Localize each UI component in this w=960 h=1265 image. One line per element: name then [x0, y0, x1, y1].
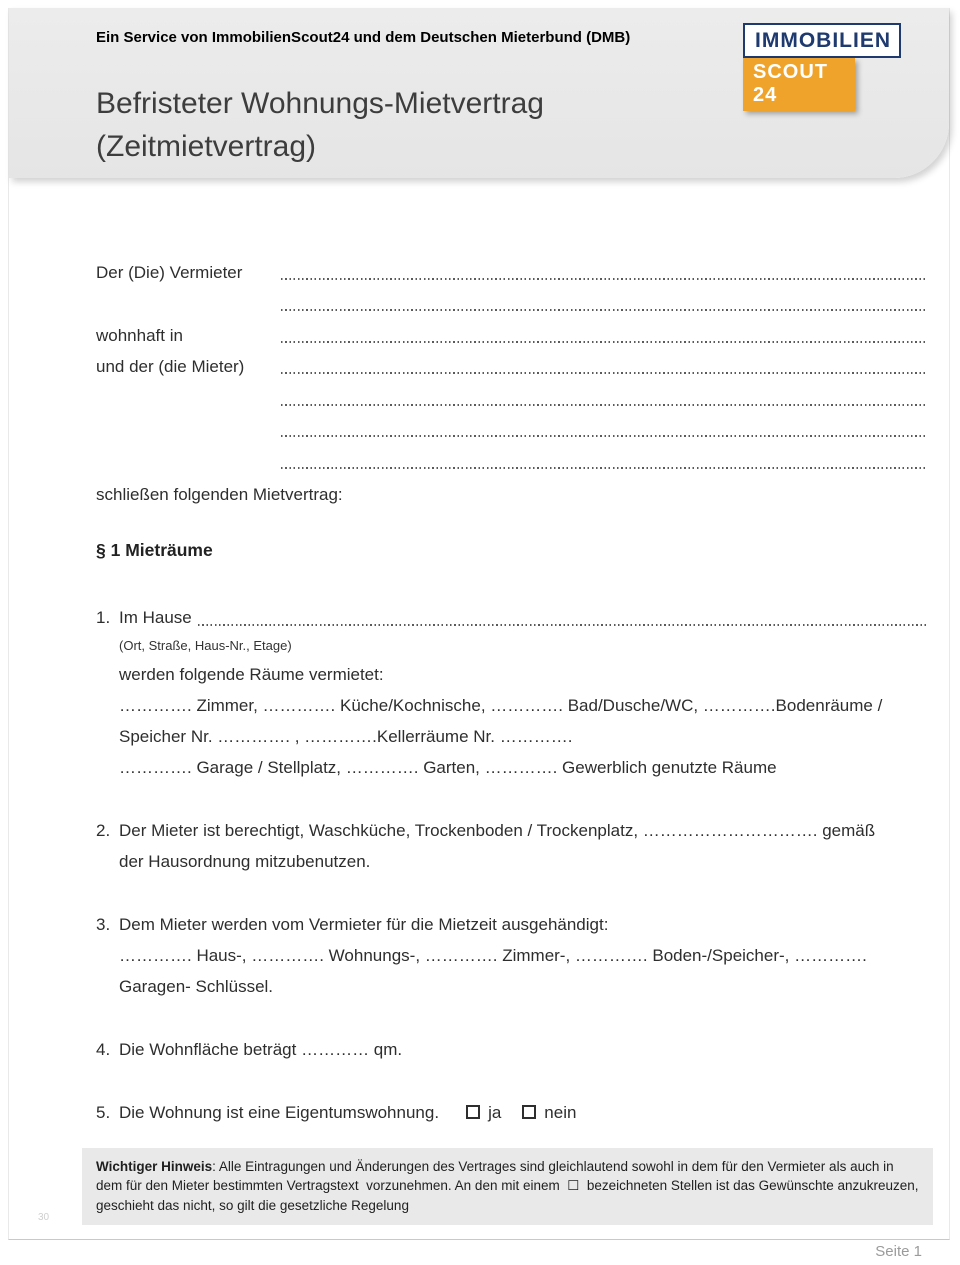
item-1-line: werden folgende Räume vermietet:	[119, 664, 384, 684]
checkbox-nein[interactable]	[522, 1105, 536, 1119]
logo-immobilien-text: IMMOBILIEN	[743, 23, 901, 58]
clause-item-1	[96, 602, 927, 783]
item-1-line: …………. Garage / Stellplatz, …………. Garten, …………. Gewerblich genutzte Räume	[119, 757, 777, 777]
clause-item-5	[96, 1097, 927, 1128]
notice-label: Wichtiger Hinweis	[96, 1158, 213, 1174]
form-row-label: Der (Die) Vermieter	[96, 262, 243, 282]
fill-in-line[interactable]	[198, 624, 927, 626]
form-row-wohnhaft-in	[96, 318, 927, 350]
fill-in-line[interactable]	[281, 435, 927, 437]
form-row-label	[96, 315, 281, 318]
item-4-body	[119, 1034, 927, 1065]
clause-item-3	[96, 909, 927, 1002]
item-1-line: Speicher Nr. …………. , ………….Kellerräume Nr. ………….	[119, 726, 573, 746]
item-5-body	[119, 1097, 927, 1128]
fill-in-line[interactable]	[281, 372, 927, 374]
item-1-line: …………. Zimmer, …………. Küche/Kochnische, …………. Bad/Dusche/WC, ………….Bodenräume /	[119, 695, 883, 715]
notice-text: : Alle Eintragungen und Änderungen des Vertrages sind gleichlautend sowohl in dem für den Vermieter als auch in dem für den Mieter bestimmten Vertragstext vorzunehmen. An den mit einem ☐ bezeichneten Stellen ist das Gewünschte anzukreuzen, geschieht das nicht, so gilt die gesetzliche Regelung	[96, 1158, 923, 1213]
item-1-body	[119, 602, 927, 783]
clause-item-4	[96, 1034, 927, 1065]
form-row-label	[96, 473, 281, 476]
form-row-label: wohnhaft in	[96, 325, 183, 345]
form-row-vermieter	[96, 255, 927, 287]
document-header	[9, 8, 949, 178]
item-number: 2.	[96, 820, 111, 840]
item-1-note: (Ort, Straße, Haus-Nr., Etage)	[119, 637, 292, 653]
item-number: 1.	[96, 607, 111, 627]
print-margin-mark: 30	[38, 1212, 50, 1223]
item-3-body	[119, 909, 927, 1002]
form-row	[96, 413, 927, 445]
form-row	[96, 444, 927, 476]
title-line-2: (Zeitmietvertrag)	[96, 130, 317, 163]
section-1-heading: § 1 Mieträume	[96, 539, 213, 560]
item-3-line: …………. Haus-, …………. Wohnungs-, …………. Zimmer-, …………. Boden-/Speicher-, ………….	[119, 945, 867, 965]
item-3-line: Garagen- Schlüssel.	[119, 976, 274, 996]
parties-block	[96, 255, 927, 476]
item-2-line: der Hausordnung mitzubenutzen.	[119, 851, 371, 871]
fill-in-line[interactable]	[281, 278, 927, 280]
checkbox-nein-label: nein	[544, 1102, 577, 1122]
fill-in-line[interactable]	[281, 404, 927, 406]
document-title	[96, 82, 544, 168]
fill-in-line[interactable]	[281, 467, 927, 469]
form-row-label: und der (die Mieter)	[96, 357, 245, 376]
item-4-text: Die Wohnfläche beträgt ………… qm.	[119, 1039, 403, 1059]
closing-line: schließen folgenden Mietvertrag:	[96, 484, 343, 504]
checkbox-ja-label: ja	[488, 1102, 502, 1122]
notice-box	[82, 1148, 933, 1226]
logo-scout24-text: SCOUT 24	[743, 58, 855, 111]
item-2-body	[119, 815, 927, 877]
document-page	[8, 8, 950, 1240]
clause-item-2	[96, 815, 927, 877]
page-number: Seite 1	[875, 1243, 922, 1260]
form-row	[96, 287, 927, 319]
item-5-line	[119, 1097, 927, 1128]
form-row-mieter	[96, 350, 927, 382]
document-body	[9, 178, 949, 1225]
title-line-1: Befristeter Wohnungs-Mietvertrag	[96, 87, 544, 120]
item-2-line: Der Mieter ist berechtigt, Waschküche, Trockenboden / Trockenplatz, …………………………. gemäß	[119, 820, 876, 840]
item-number: 5.	[96, 1102, 111, 1122]
item-3-line: Dem Mieter werden vom Vermieter für die Mietzeit ausgehändigt:	[119, 914, 609, 934]
form-row-label	[96, 441, 281, 444]
immobilienscout24-logo	[743, 23, 901, 111]
fill-in-line[interactable]	[281, 309, 927, 311]
item-1-lead-row	[119, 602, 927, 633]
item-5-text: Die Wohnung ist eine Eigentumswohnung.	[119, 1102, 440, 1122]
item-1-lead-text: Im Hause	[119, 607, 192, 627]
item-number: 3.	[96, 914, 111, 934]
form-row	[96, 381, 927, 413]
checkbox-ja[interactable]	[466, 1105, 480, 1119]
service-byline: Ein Service von ImmobilienScout24 und dem Deutschen Mieterbund (DMB)	[96, 29, 631, 46]
fill-in-line[interactable]	[281, 341, 927, 343]
form-row-label	[96, 410, 281, 413]
item-number: 4.	[96, 1039, 111, 1059]
